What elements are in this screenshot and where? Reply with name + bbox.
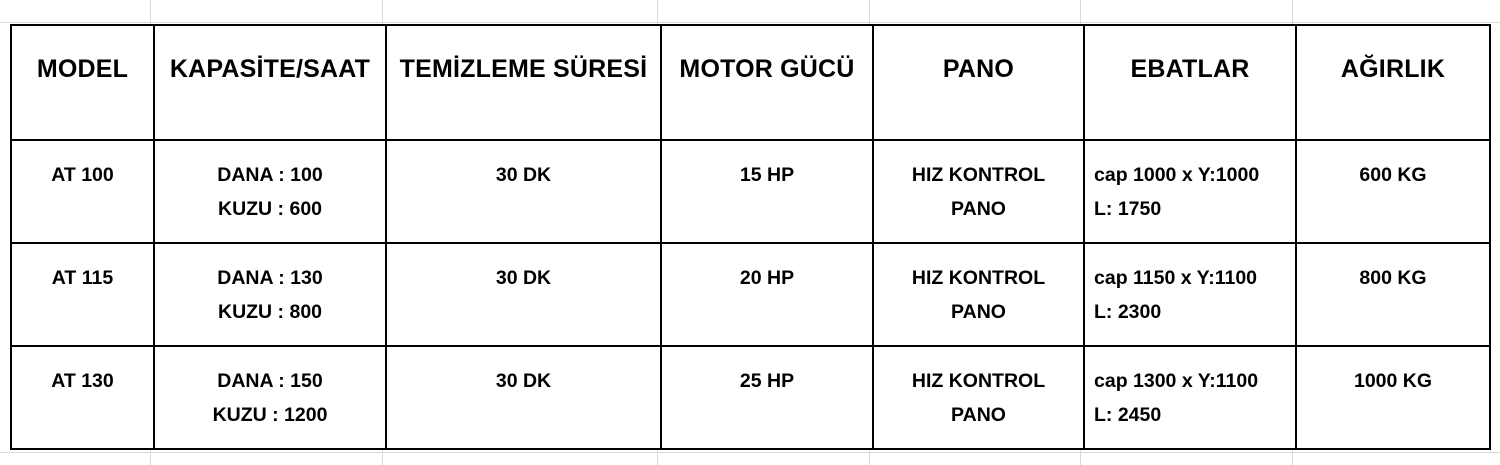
cell-dimensions [1084, 346, 1296, 449]
cell-cleaning-time [386, 346, 661, 449]
cell-weight-value: 1000 KG [1353, 369, 1433, 392]
cell-dimensions-line2: L: 2300 [1094, 300, 1162, 323]
column-header-model-label: MODEL [36, 55, 129, 83]
table-body [11, 140, 1490, 449]
column-header-motor-power-label: MOTOR GÜCÜ [679, 55, 855, 83]
cell-cleaning-time-value: 30 DK [495, 163, 552, 186]
cell-cleaning-time-value: 30 DK [495, 266, 552, 289]
cell-motor-power-value: 20 HP [739, 266, 795, 289]
specifications-table [10, 24, 1491, 450]
cell-capacity-line1: DANA : 150 [217, 369, 323, 392]
cell-capacity [154, 346, 386, 449]
cell-pano [873, 346, 1084, 449]
cell-dimensions [1084, 243, 1296, 346]
column-header-dimensions-label: EBATLAR [1130, 55, 1250, 83]
cell-pano-line1: HIZ KONTROL [911, 369, 1046, 392]
cell-capacity-line1: DANA : 100 [217, 163, 323, 186]
column-header-pano [873, 25, 1084, 140]
cell-dimensions-line1: cap 1000 x Y:1000 [1094, 163, 1260, 186]
cell-motor-power-value: 15 HP [739, 163, 795, 186]
cell-motor-power [661, 140, 873, 243]
grid-hline [0, 22, 1500, 23]
cell-pano [873, 140, 1084, 243]
cell-dimensions-line1: cap 1150 x Y:1100 [1094, 266, 1258, 289]
cell-cleaning-time [386, 243, 661, 346]
cell-pano-line1: HIZ KONTROL [911, 266, 1046, 289]
column-header-pano-label: PANO [942, 55, 1015, 83]
cell-dimensions [1084, 140, 1296, 243]
cell-capacity [154, 140, 386, 243]
table-row [11, 346, 1490, 449]
grid-hline [0, 452, 1500, 453]
cell-cleaning-time-value: 30 DK [495, 369, 552, 392]
cell-dimensions-line1: cap 1300 x Y:1100 [1094, 369, 1259, 392]
cell-motor-power [661, 243, 873, 346]
cell-capacity [154, 243, 386, 346]
column-header-weight-label: AĞIRLIK [1340, 55, 1446, 83]
cell-pano [873, 243, 1084, 346]
cell-weight [1296, 346, 1490, 449]
specifications-table-container [10, 24, 1489, 450]
cell-capacity-line2: KUZU : 800 [217, 300, 323, 323]
cell-model [11, 346, 154, 449]
column-header-motor-power [661, 25, 873, 140]
cell-motor-power [661, 346, 873, 449]
cell-model-value: AT 130 [51, 369, 114, 392]
cell-pano-line2: PANO [951, 300, 1006, 323]
cell-pano-line2: PANO [951, 197, 1006, 220]
cell-weight [1296, 140, 1490, 243]
cell-weight-value: 800 KG [1359, 266, 1427, 289]
cell-model [11, 140, 154, 243]
column-header-capacity-label: KAPASİTE/SAAT [169, 55, 371, 83]
cell-dimensions-line2: L: 2450 [1094, 403, 1162, 426]
column-header-cleaning-time [386, 25, 661, 140]
cell-capacity-line2: KUZU : 1200 [212, 403, 328, 426]
cell-capacity-line1: DANA : 130 [217, 266, 323, 289]
cell-weight-value: 600 KG [1359, 163, 1427, 186]
column-header-dimensions [1084, 25, 1296, 140]
cell-pano-line1: HIZ KONTROL [911, 163, 1046, 186]
cell-model-value: AT 115 [51, 266, 114, 289]
cell-weight [1296, 243, 1490, 346]
table-header [11, 25, 1490, 140]
cell-model [11, 243, 154, 346]
cell-dimensions-line2: L: 1750 [1094, 197, 1162, 220]
column-header-weight [1296, 25, 1490, 140]
cell-capacity-line2: KUZU : 600 [217, 197, 323, 220]
cell-pano-line2: PANO [951, 403, 1006, 426]
cell-motor-power-value: 25 HP [739, 369, 795, 392]
table-row [11, 243, 1490, 346]
column-header-cleaning-time-label: TEMİZLEME SÜRESİ [399, 55, 648, 83]
column-header-capacity [154, 25, 386, 140]
table-row [11, 140, 1490, 243]
cell-model-value: AT 100 [51, 163, 114, 186]
table-header-row [11, 25, 1490, 140]
cell-cleaning-time [386, 140, 661, 243]
column-header-model [11, 25, 154, 140]
